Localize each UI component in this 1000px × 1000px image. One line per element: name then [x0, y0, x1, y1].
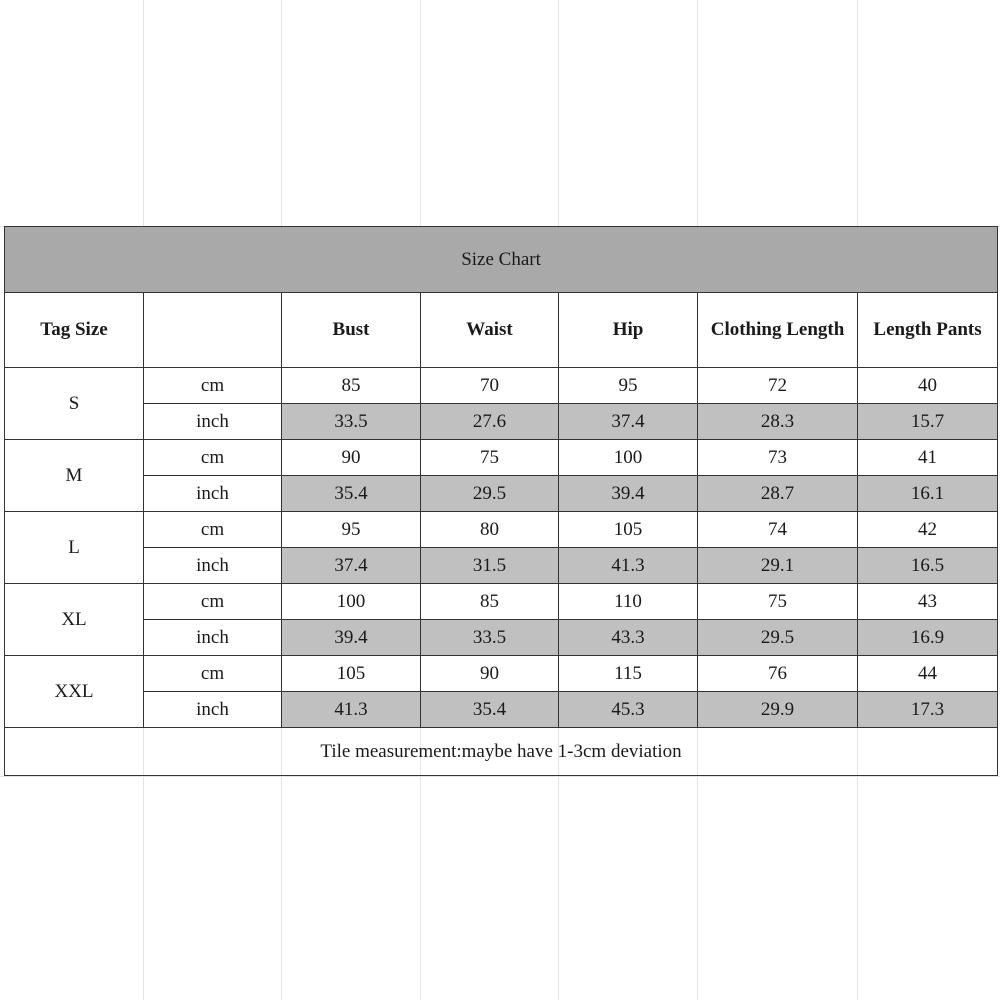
- header-waist: Waist: [421, 293, 559, 368]
- length-pants-cell: 17.3: [858, 692, 998, 728]
- length-pants-cell: 16.1: [858, 476, 998, 512]
- length-pants-cell: 41: [858, 440, 998, 476]
- length-pants-cell: 16.9: [858, 620, 998, 656]
- clothing-length-cell: 75: [698, 584, 858, 620]
- header-clothing-length: Clothing Length: [698, 293, 858, 368]
- length-pants-cell: 15.7: [858, 404, 998, 440]
- tag-size-cell: M: [5, 440, 144, 512]
- length-pants-cell: 42: [858, 512, 998, 548]
- table-row: [5, 584, 998, 620]
- header-hip: Hip: [559, 293, 698, 368]
- table-row: [5, 548, 998, 584]
- chart-title: Size Chart: [5, 227, 998, 293]
- table-row: [5, 620, 998, 656]
- bust-cell: 35.4: [282, 476, 421, 512]
- table-row: [5, 368, 998, 404]
- header-bust: Bust: [282, 293, 421, 368]
- unit-cell: inch: [144, 692, 282, 728]
- hip-cell: 115: [559, 656, 698, 692]
- length-pants-cell: 16.5: [858, 548, 998, 584]
- hip-cell: 37.4: [559, 404, 698, 440]
- measurement-note: Tile measurement:maybe have 1-3cm deviation: [5, 728, 998, 776]
- table-row: [5, 512, 998, 548]
- waist-cell: 75: [421, 440, 559, 476]
- waist-cell: 80: [421, 512, 559, 548]
- waist-cell: 27.6: [421, 404, 559, 440]
- clothing-length-cell: 28.7: [698, 476, 858, 512]
- unit-cell: cm: [144, 656, 282, 692]
- tag-size-cell: XL: [5, 584, 144, 656]
- length-pants-cell: 40: [858, 368, 998, 404]
- bust-cell: 105: [282, 656, 421, 692]
- waist-cell: 35.4: [421, 692, 559, 728]
- unit-cell: cm: [144, 584, 282, 620]
- bust-cell: 41.3: [282, 692, 421, 728]
- size-chart-table: [4, 226, 998, 776]
- unit-cell: inch: [144, 476, 282, 512]
- clothing-length-cell: 76: [698, 656, 858, 692]
- hip-cell: 95: [559, 368, 698, 404]
- unit-cell: cm: [144, 440, 282, 476]
- guide-line: [0, 776, 1000, 777]
- clothing-length-cell: 29.9: [698, 692, 858, 728]
- clothing-length-cell: 29.1: [698, 548, 858, 584]
- header-unit: [144, 293, 282, 368]
- waist-cell: 90: [421, 656, 559, 692]
- tag-size-cell: S: [5, 368, 144, 440]
- unit-cell: cm: [144, 512, 282, 548]
- unit-cell: inch: [144, 404, 282, 440]
- header-length-pants: Length Pants: [858, 293, 998, 368]
- clothing-length-cell: 73: [698, 440, 858, 476]
- waist-cell: 29.5: [421, 476, 559, 512]
- table-row: [5, 692, 998, 728]
- bust-cell: 39.4: [282, 620, 421, 656]
- waist-cell: 85: [421, 584, 559, 620]
- bust-cell: 33.5: [282, 404, 421, 440]
- tag-size-cell: XXL: [5, 656, 144, 728]
- table-row: [5, 404, 998, 440]
- hip-cell: 45.3: [559, 692, 698, 728]
- bust-cell: 100: [282, 584, 421, 620]
- clothing-length-cell: 29.5: [698, 620, 858, 656]
- clothing-length-cell: 74: [698, 512, 858, 548]
- length-pants-cell: 43: [858, 584, 998, 620]
- hip-cell: 43.3: [559, 620, 698, 656]
- table-row: [5, 476, 998, 512]
- table-row: [5, 440, 998, 476]
- header-tag-size: Tag Size: [5, 293, 144, 368]
- unit-cell: inch: [144, 620, 282, 656]
- header-row: [5, 293, 998, 368]
- bust-cell: 85: [282, 368, 421, 404]
- waist-cell: 70: [421, 368, 559, 404]
- unit-cell: cm: [144, 368, 282, 404]
- table-row: [5, 656, 998, 692]
- hip-cell: 100: [559, 440, 698, 476]
- length-pants-cell: 44: [858, 656, 998, 692]
- bust-cell: 37.4: [282, 548, 421, 584]
- bust-cell: 95: [282, 512, 421, 548]
- tag-size-cell: L: [5, 512, 144, 584]
- clothing-length-cell: 28.3: [698, 404, 858, 440]
- hip-cell: 110: [559, 584, 698, 620]
- hip-cell: 39.4: [559, 476, 698, 512]
- bust-cell: 90: [282, 440, 421, 476]
- hip-cell: 105: [559, 512, 698, 548]
- clothing-length-cell: 72: [698, 368, 858, 404]
- waist-cell: 31.5: [421, 548, 559, 584]
- waist-cell: 33.5: [421, 620, 559, 656]
- unit-cell: inch: [144, 548, 282, 584]
- hip-cell: 41.3: [559, 548, 698, 584]
